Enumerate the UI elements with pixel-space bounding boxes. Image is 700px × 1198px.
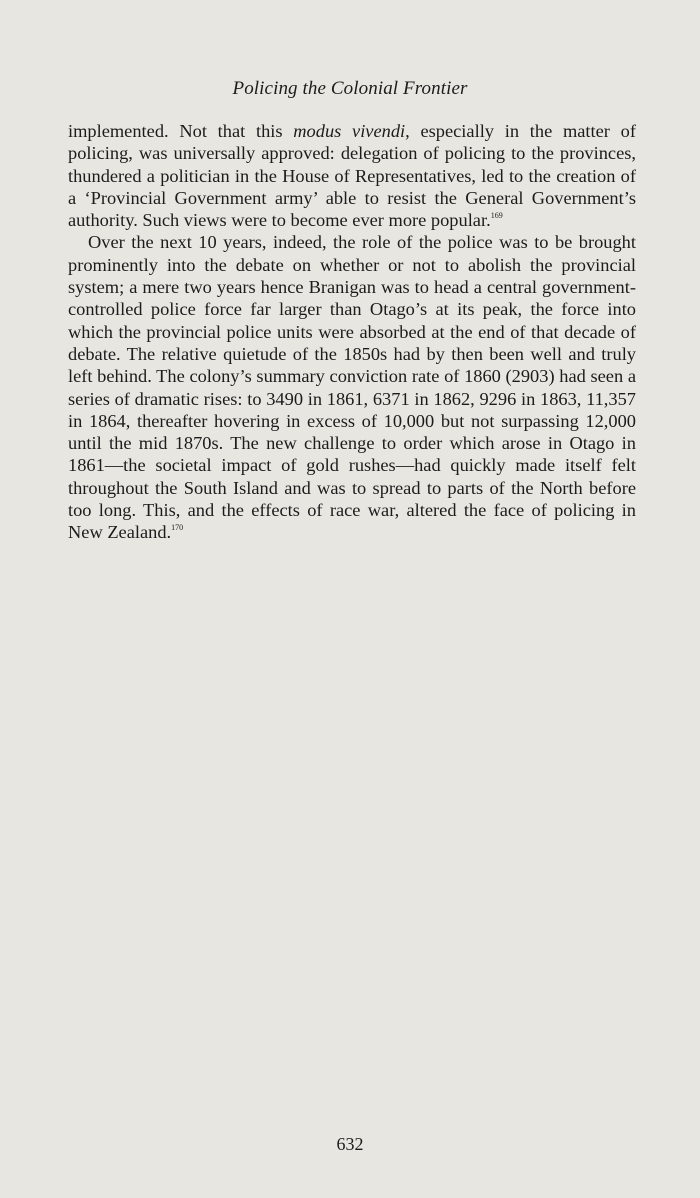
page-number: 632 (336, 1134, 364, 1154)
body-text (68, 120, 636, 544)
footnote-ref: 169 (490, 211, 503, 221)
paragraph-text: implemented. Not that this (68, 121, 294, 141)
running-head: Policing the Colonial Frontier (232, 78, 468, 99)
paragraph (68, 120, 636, 231)
paragraph (68, 231, 636, 543)
footnote-ref: 170 (171, 523, 184, 533)
paragraph-text: , especially in the matter of policing, was universally approved: delegation of policing to the provinces, thundered a politician in the House of Representatives, led to the creation of a ‘Provincial Government army’ able to resist the General Government’s authority. Such views were to become ever more popular. (68, 121, 636, 231)
italic-phrase: modus vivendi (293, 121, 406, 141)
paragraph-text: Over the next 10 years, indeed, the role of the police was to be brought prominently into the debate on whether or not to abolish the provincial system; a mere two years hence Branigan was to head a central government-controlled police force far larger than Otago’s at its peak, the force into which the provincial police units were absorbed at the end of that decade of debate. The relative quietude of the 1850s had by then been well and truly left behind. The colony’s summary conviction rate of 1860 (2903) had seen a series of dramatic rises: to 3490 in 1861, 6371 in 1862, 9296 in 1863, 11,357 in 1864, thereafter hovering in excess of 10,000 but not surpassing 12,000 until the mid 1870s. The new challenge to order which arose in Otago in 1861—the societal impact of gold rushes—had quickly made itself felt throughout the South Island and was to spread to parts of the North before too long. This, and the effects of race war, altered the face of policing in New Zealand. (68, 232, 636, 543)
